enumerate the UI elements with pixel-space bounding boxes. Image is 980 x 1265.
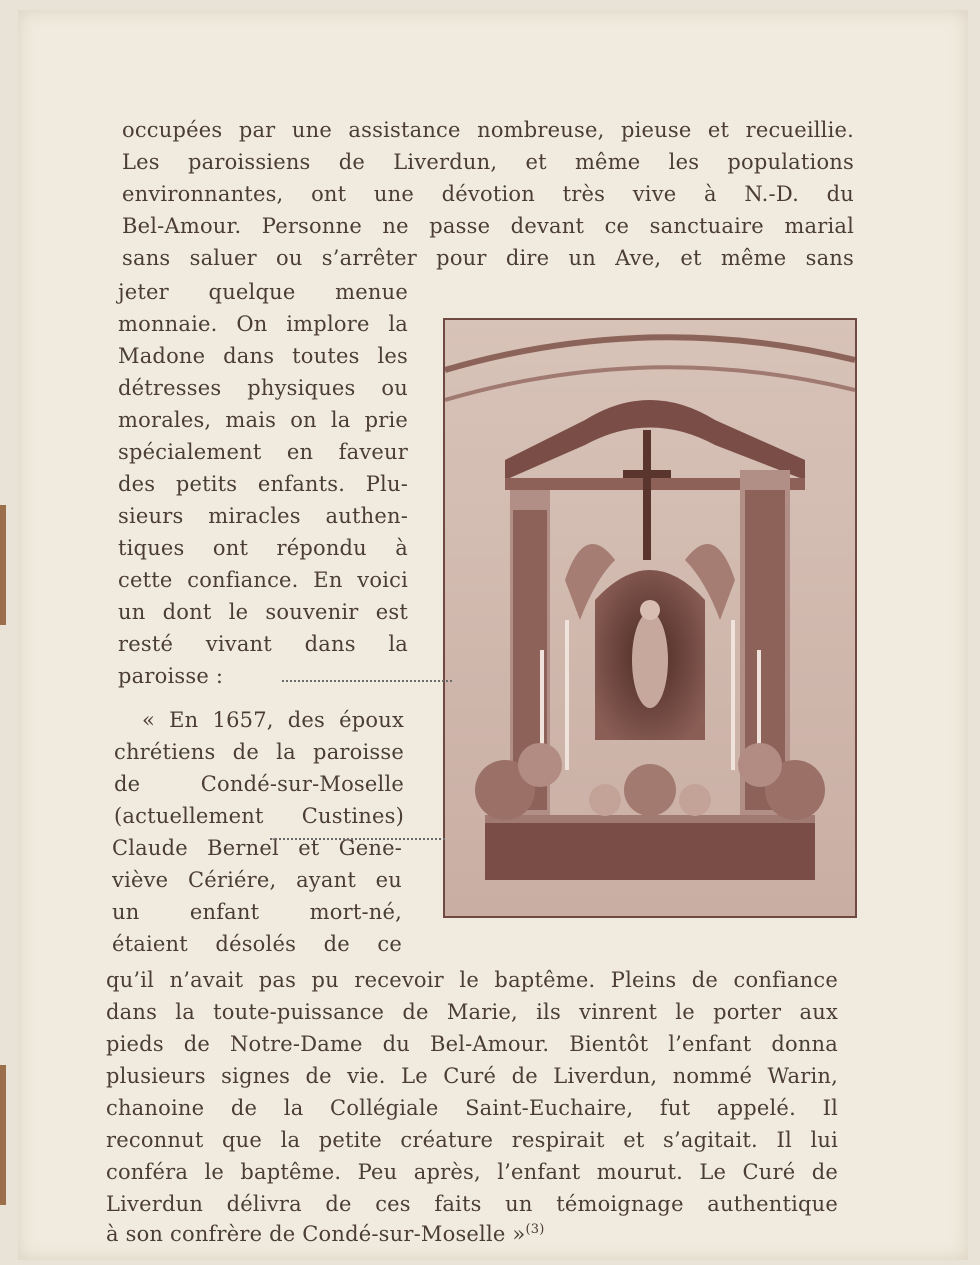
text-line: paroisse :: [118, 664, 224, 688]
text-line: Les paroissiens de Liverdun, et même les populations: [122, 150, 854, 174]
text-line: jeter quelque menue: [118, 280, 408, 304]
text-line: (actuellement Custines): [114, 804, 404, 828]
text-line: Liverdun délivra de ces faits un témoignage authentique: [106, 1192, 838, 1216]
text-line: chanoine de la Collégiale Saint-Euchaire, fut appelé. Il: [106, 1096, 838, 1120]
text-line: pieds de Notre-Dame du Bel-Amour. Bientôt l’enfant donna: [106, 1032, 838, 1056]
footnote-mark: (3): [525, 1222, 545, 1237]
text-line: reconnut que la petite créature respirait et s’agitait. Il lui: [106, 1128, 838, 1152]
text-line: tiques ont répondu à: [118, 536, 408, 560]
text-line: à son confrère de Condé-sur-Moselle »: [106, 1222, 526, 1246]
stamp-mark: [270, 838, 445, 840]
binding-thread-top: [0, 505, 6, 625]
altar-image: [445, 320, 855, 916]
text-line: un enfant mort-né,: [112, 900, 402, 924]
text-line: des petits enfants. Plu-: [118, 472, 408, 496]
binding-thread-bottom: [0, 1065, 6, 1205]
text-line: sans saluer ou s’arrêter pour dire un Ave, et même sans: [122, 246, 854, 270]
text-line: cette confiance. En voici: [118, 568, 408, 592]
text-line: « En 1657, des époux: [142, 708, 404, 732]
text-line: détresses physiques ou: [118, 376, 408, 400]
text-line: morales, mais on la prie: [118, 408, 408, 432]
text-line: occupées par une assistance nombreuse, pieuse et recueillie.: [122, 118, 854, 142]
text-line: monnaie. On implore la: [118, 312, 408, 336]
last-text-line: [106, 1222, 544, 1246]
text-line: dans la toute-puissance de Marie, ils vinrent le porter aux: [106, 1000, 838, 1024]
text-line: de Condé-sur-Moselle: [114, 772, 404, 796]
text-line: environnantes, ont une dévotion très vive à N.-D. du: [122, 182, 854, 206]
text-line: conféra le baptême. Peu après, l’enfant mourut. Le Curé de: [106, 1160, 838, 1184]
text-line: resté vivant dans la: [118, 632, 408, 656]
text-line: plusieurs signes de vie. Le Curé de Liverdun, nommé Warin,: [106, 1064, 838, 1088]
altar-photograph: [443, 318, 857, 918]
text-line: Bel-Amour. Personne ne passe devant ce sanctuaire marial: [122, 214, 854, 238]
text-line: Madone dans toutes les: [118, 344, 408, 368]
text-line: sieurs miracles authen-: [118, 504, 408, 528]
text-line: un dont le souvenir est: [118, 600, 408, 624]
stamp-mark: [282, 680, 452, 682]
text-line: chrétiens de la paroisse: [114, 740, 404, 764]
text-line: qu’il n’avait pas pu recevoir le baptême. Pleins de confiance: [106, 968, 838, 992]
text-line: étaient désolés de ce: [112, 932, 402, 956]
text-line: Claude Bernel et Gene-: [112, 836, 402, 860]
text-line: viève Cériére, ayant eu: [112, 868, 402, 892]
text-line: spécialement en faveur: [118, 440, 408, 464]
